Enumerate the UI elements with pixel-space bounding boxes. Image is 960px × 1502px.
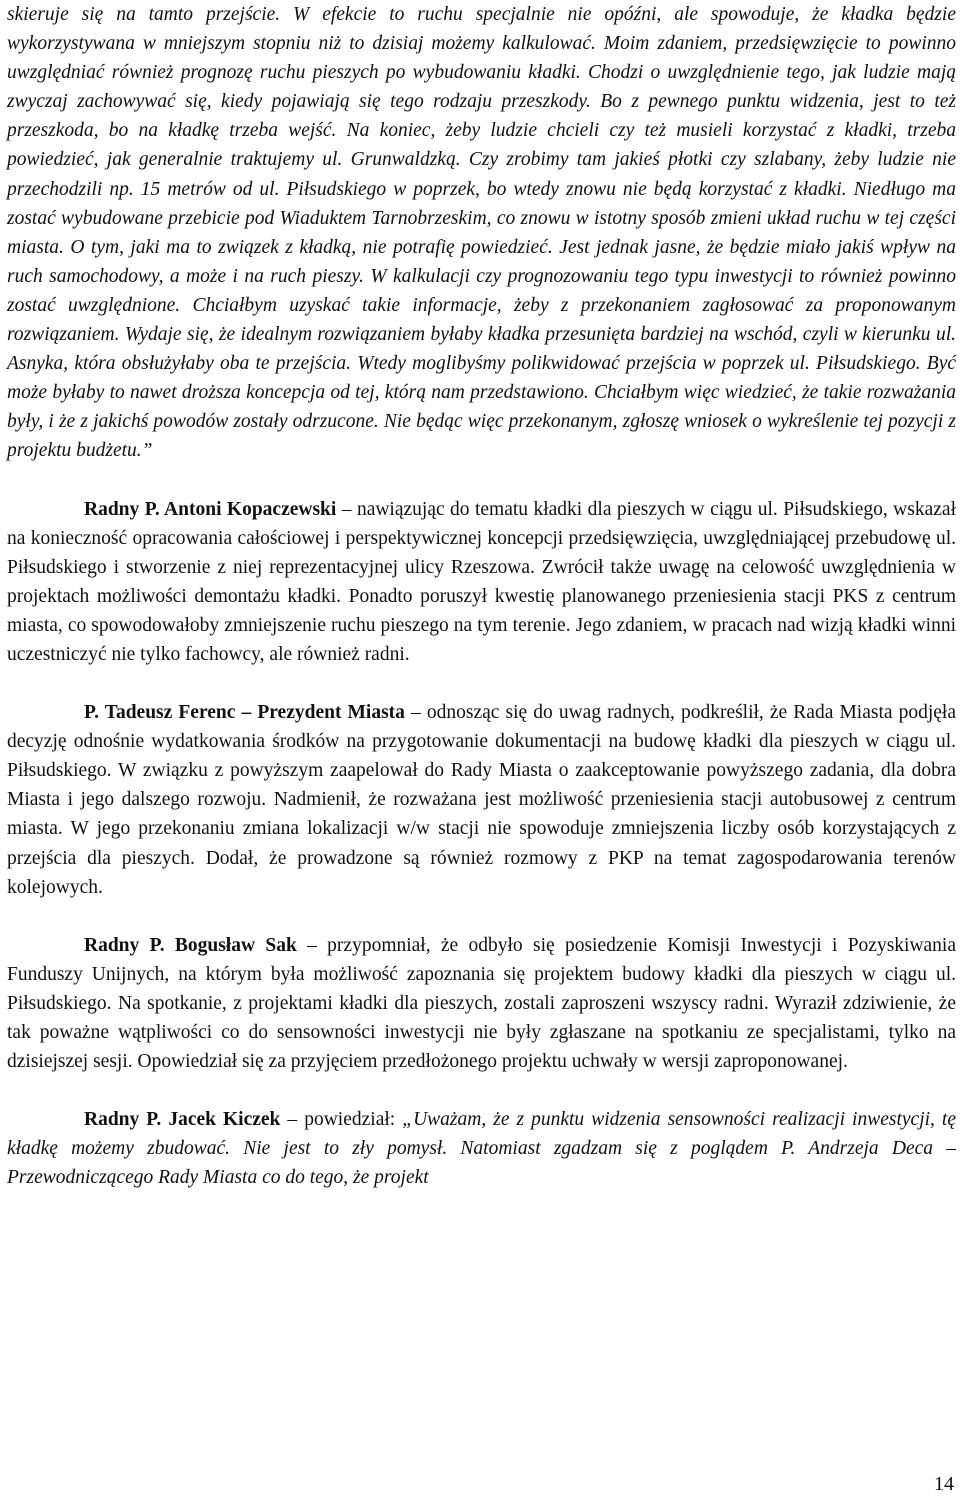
paragraph-ferenc [7, 698, 956, 902]
paragraph-body: przypomniał, że odbyło się posiedzenie Komisji Inwestycji i Pozyskiwania Funduszy Unijnych, na którym była możliwość zapoznania się projektem budowy kładki dla pieszych w ciągu ul. Piłsudskiego. Na spotkanie, z projektami kładki dla pieszych, zostali zaproszeni wszyscy radni. Wyraził zdziwienie, że tak poważne wątpliwości co do sensowności inwestycji nie były zgłaszane na spotkaniu ze specjalistami, tylko na dzisiejszej sesji. Opowiedział się za przyjęciem przedłożonego projektu uchwały w wersji zaproponowanej. [7, 934, 957, 1073]
paragraph-sak [7, 931, 956, 1076]
paragraph-body: nawiązując do tematu kładki dla pieszych w ciągu ul. Piłsudskiego, wskazał na konieczność opracowania całościowej i perspektywicznej koncepcji przedsięwzięcia, uwzględniającej przebudowę ul. Piłsudskiego i stworzenie z niej reprezentacyjnej ulicy Rzeszowa. Zwrócił także uwagę na celowość uwzględnienia w projektach możliwości demontażu kładki. Ponadto poruszył kwestię planowanego przeniesienia stacji PKS z centrum miasta, co spowodowałoby zmniejszenie ruchu pieszego na tym terenie. Jego zdaniem, w pracach nad wizją kładki winni uczestniczyć nie tylko fachowcy, ale również radni. [7, 498, 956, 665]
document-page [7, 0, 956, 1192]
paragraph-gap [7, 902, 956, 931]
speaker-name: Radny P. Jacek Kiczek [84, 1109, 281, 1131]
dash: – [404, 702, 427, 724]
paragraph-quote: „Uważam, że z punktu widzenia sensowności realizacji inwestycji, tę kładkę możemy zbudować. Nie jest to zły pomysł. Natomiast zgadzam się z poglądem P. Andrzeja Deca – Przewodniczącego Rady Miasta co do tego, że projekt [7, 1109, 957, 1189]
speaker-name: P. Tadeusz Ferenc – Prezydent Miasta [84, 702, 405, 724]
paragraph-gap [7, 1076, 956, 1105]
dash: – [296, 934, 328, 956]
speaker-name: Radny P. Antoni Kopaczewski [84, 498, 337, 520]
dash: – [336, 498, 357, 520]
paragraph-gap [7, 669, 956, 698]
page-number: 14 [934, 1473, 954, 1495]
paragraph-kopaczewski [7, 495, 956, 670]
paragraph-kiczek [7, 1105, 956, 1192]
quoted-continuation: skieruje się na tamto przejście. W efekcie to ruchu specjalnie nie opóźni, ale spowoduje, że kładka będzie wykorzystywana w mniejszym stopniu niż to dzisiaj możemy kalkulować. Moim zdaniem, przedsięwzięcie to powinno uwzględniać również prognozę ruchu pieszych po wybudowaniu kładki. Chodzi o uwzględnienie tego, jak ludzie mają zwyczaj zachowywać się, kiedy pojawiają się tego rodzaju przeszkody. Bo z pewnego punktu widzenia, jest to też przeszkoda, bo na kładkę trzeba wejść. Na koniec, żeby ludzie chcieli czy też musieli korzystać z kładki, trzeba powiedzieć, jak generalnie traktujemy ul. Grunwaldzką. Czy zrobimy tam jakieś płotki czy szlabany, żeby ludzie nie przechodzili np. 15 metrów od ul. Piłsudskiego w poprzek, bo wtedy znowu nie będą korzystać z kładki. Niedługo ma zostać wybudowane przebicie pod Wiaduktem Tarnobrzeskim, co znowu w istotny sposób zmieni układ ruchu w tej części miasta. O tym, jaki ma to związek z kładką, nie potrafię powiedzieć. Jest jednak jasne, że będzie miało jakiś wpływ na ruch samochodowy, a może i na ruch pieszy. W kalkulacji czy prognozowaniu tego typu inwestycji to również powinno zostać uwzględnione. Chciałbym uzyskać takie informacje, żeby z przekonaniem zagłosować za proponowanym rozwiązaniem. Wydaje się, że idealnym rozwiązaniem byłaby kładka przesunięta bardziej na wschód, czyli w kierunku ul. Asnyka, która obsłużyłaby oba te przejścia. Wtedy moglibyśmy polikwidować przejścia w poprzek ul. Piłsudskiego. Być może byłaby to nawet droższa koncepcja od tej, którą nam przedstawiono. Chciałbym więc wiedzieć, że takie rozważania były, i że z jakichś powodów zostały odrzucone. Nie będąc więc przekonanym, zgłoszę wniosek o wykreślenie tej pozycji z projektu budżetu.” [7, 4, 956, 462]
dash: – [280, 1109, 305, 1131]
paragraph-gap [7, 466, 956, 495]
paragraph-body: odnosząc się do uwag radnych, podkreślił, że Rada Miasta podjęła decyzję odnośnie wydatkowania środków na przygotowanie dokumentacji na budowę kładki dla pieszych w ciągu ul. Piłsudskiego. W związku z powyższym zaapelował do Rady Miasta o zaakceptowanie powyższego zadania, dla dobra Miasta i jego dalszego rozwoju. Nadmienił, że rozważana jest możliwość przeniesienia stacji autobusowej z centrum miasta. W jego przekonaniu zmiana lokalizacji w/w stacji nie spowoduje zmniejszenia liczby osób korzystających z przejścia dla pieszych. Dodał, że prowadzone są również rozmowy z PKP na temat zagospodarowania terenów kolejowych. [7, 702, 957, 898]
paragraph-intro: powiedział: [304, 1109, 403, 1131]
speaker-name: Radny P. Bogusław Sak [84, 934, 297, 956]
